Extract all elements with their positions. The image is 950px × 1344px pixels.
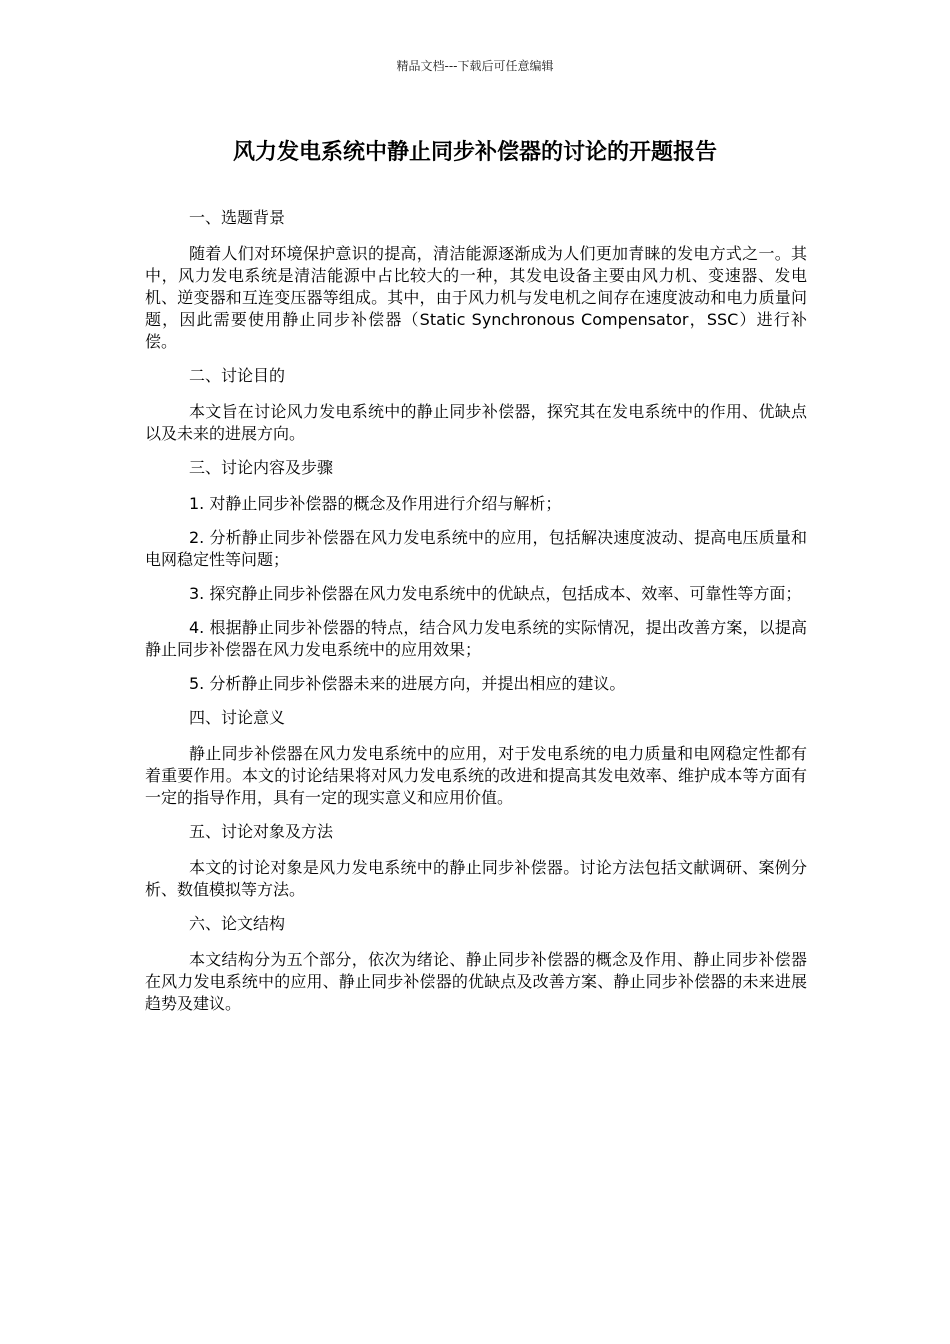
section-heading: 六、论文结构 xyxy=(189,914,286,933)
paragraph: 本文结构分为五个部分，依次为绪论、静止同步补偿器的概念及作用、静止同步补偿器在风力发电系统中的应用、静止同步补偿器的优缺点及改善方案、静止同步补偿器的未来进展趋势及建议。 xyxy=(145,950,807,1013)
section-heading: 二、讨论目的 xyxy=(189,366,286,385)
section-heading: 一、选题背景 xyxy=(189,208,286,227)
page-header: 精品文档---下载后可任意编辑 xyxy=(396,59,554,73)
section-heading: 三、讨论内容及步骤 xyxy=(189,458,334,477)
section-heading: 四、讨论意义 xyxy=(189,708,286,727)
list-item: 3. 探究静止同步补偿器在风力发电系统中的优缺点，包括成本、效率、可靠性等方面； xyxy=(189,584,802,603)
paragraph: 本文的讨论对象是风力发电系统中的静止同步补偿器。讨论方法包括文献调研、案例分析、数值模拟等方法。 xyxy=(145,858,807,899)
list-item: 2. 分析静止同步补偿器在风力发电系统中的应用，包括解决速度波动、提高电压质量和电网稳定性等问题； xyxy=(145,528,807,569)
document-body xyxy=(145,207,807,1027)
section-heading: 五、讨论对象及方法 xyxy=(189,822,334,841)
paragraph: 本文旨在讨论风力发电系统中的静止同步补偿器，探究其在发电系统中的作用、优缺点以及未来的进展方向。 xyxy=(145,402,807,443)
document-title: 风力发电系统中静止同步补偿器的讨论的开题报告 xyxy=(232,140,717,165)
list-item: 1. 对静止同步补偿器的概念及作用进行介绍与解析； xyxy=(189,494,562,513)
list-item: 4. 根据静止同步补偿器的特点，结合风力发电系统的实际情况，提出改善方案，以提高静止同步补偿器在风力发电系统中的应用效果； xyxy=(145,618,807,659)
paragraph: 静止同步补偿器在风力发电系统中的应用，对于发电系统的电力质量和电网稳定性都有着重要作用。本文的讨论结果将对风力发电系统的改进和提高其发电效率、维护成本等方面有一定的指导作用，具有一定的现实意义和应用价值。 xyxy=(145,744,807,807)
list-item: 5. 分析静止同步补偿器未来的进展方向，并提出相应的建议。 xyxy=(189,674,626,693)
paragraph: 随着人们对环境保护意识的提高，清洁能源逐渐成为人们更加青睐的发电方式之一。其中，风力发电系统是清洁能源中占比较大的一种，其发电设备主要由风力机、变速器、发电机、逆变器和互连变压器等组成。其中，由于风力机与发电机之间存在速度波动和电力质量问题，因此需要使用静止同步补偿器（Static Synchronous Compensator，SSC）进行补偿。 xyxy=(145,244,807,351)
